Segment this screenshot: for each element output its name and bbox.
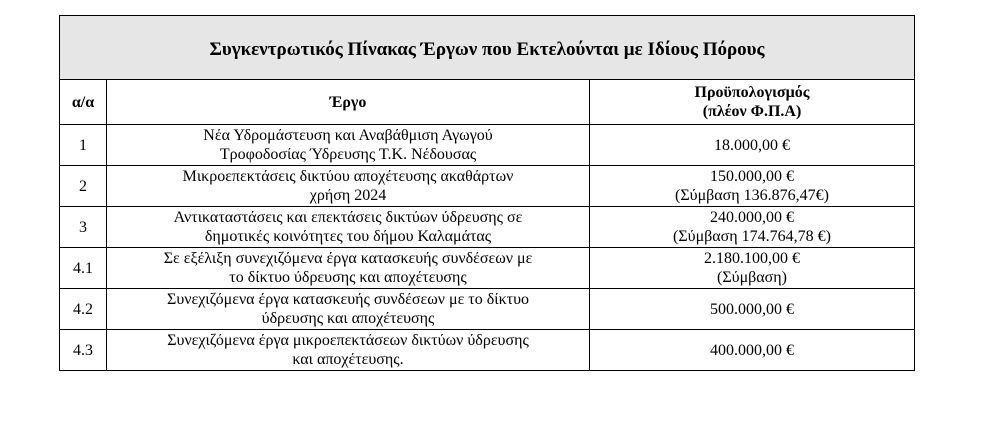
table-header-row: [60, 80, 915, 125]
row-ergo-text: Σε εξέλιξη συνεχιζόμενα έργα κατασκευής συνδέσεων με: [163, 250, 533, 267]
row-budget-text: 400.000,00 €: [710, 341, 794, 359]
header-budget-line2: (πλέον Φ.Π.Α): [702, 103, 802, 120]
row-budget-text: 150.000,00 €: [710, 168, 794, 185]
row-budget-cell: [590, 207, 915, 248]
row-ergo-text: Αντικαταστάσεις και επεκτάσεις δικτύων ύδρευσης σε: [173, 209, 523, 226]
row-budget-text: (Σύμβαση 136.876,47€): [675, 187, 829, 204]
row-ergo-cell: [107, 166, 590, 207]
row-ergo-text: ύδρευσης και αποχέτευσης: [261, 310, 435, 327]
row-budget-text: 500.000,00 €: [710, 300, 794, 318]
table-row: [60, 289, 915, 330]
row-budget-cell: [590, 125, 915, 166]
table-title-row: [60, 16, 915, 80]
table-body: [60, 125, 915, 371]
row-ergo-text: Συνεχιζόμενα έργα μικροεπεκτάσεων δικτύων ύδρευσης: [167, 332, 529, 349]
header-budget-line1: Προϋπολογισμός: [694, 84, 810, 101]
row-aa-cell: 3: [60, 207, 107, 248]
projects-table-container: [59, 15, 914, 371]
row-budget-cell: [590, 330, 915, 371]
row-budget-cell: [590, 248, 915, 289]
row-ergo-text: Μικροεπεκτάσεις δικτύου αποχέτευσης ακαθάρτων: [182, 168, 514, 185]
row-aa-cell: 4.2: [60, 289, 107, 330]
row-ergo-text: Συνεχιζόμενα έργα κατασκευής συνδέσεων με το δίκτυο: [167, 291, 529, 308]
row-ergo-text: και αποχέτευσης.: [292, 351, 404, 368]
table-row: [60, 166, 915, 207]
row-ergo-text: το δίκτυο ύδρευσης και αποχέτευσης: [229, 269, 467, 286]
row-aa-cell: 4.1: [60, 248, 107, 289]
row-budget-text: (Σύμβαση): [717, 269, 787, 286]
row-ergo-cell: [107, 330, 590, 371]
table-row: [60, 330, 915, 371]
table-row: [60, 207, 915, 248]
row-ergo-cell: [107, 289, 590, 330]
row-ergo-text: δημοτικές κοινότητες του δήμου Καλαμάτας: [204, 228, 492, 245]
row-budget-text: 18.000,00 €: [714, 136, 790, 154]
row-ergo-text: Τροφοδοσίας Ύδρευσης Τ.Κ. Νέδουσας: [219, 146, 477, 163]
table-row: [60, 248, 915, 289]
row-budget-text: 240.000,00 €: [710, 209, 794, 226]
row-budget-text: (Σύμβαση 174.764,78 €): [673, 228, 831, 245]
row-ergo-cell: [107, 248, 590, 289]
projects-summary-table: [59, 15, 915, 371]
row-budget-cell: [590, 289, 915, 330]
row-budget-text: 2.180.100,00 €: [704, 250, 800, 267]
row-budget-cell: [590, 166, 915, 207]
row-ergo-cell: [107, 125, 590, 166]
row-aa-cell: 2: [60, 166, 107, 207]
header-aa: α/α: [60, 80, 107, 125]
row-ergo-cell: [107, 207, 590, 248]
header-budget: [590, 80, 915, 125]
row-aa-cell: 1: [60, 125, 107, 166]
row-aa-cell: 4.3: [60, 330, 107, 371]
row-ergo-text: Νέα Υδρομάστευση και Αναβάθμιση Αγωγού: [203, 127, 493, 144]
table-row: [60, 125, 915, 166]
row-ergo-text: χρήση 2024: [309, 187, 387, 204]
table-title: Συγκεντρωτικός Πίνακας Έργων που Εκτελούνται με Ιδίους Πόρους: [60, 16, 915, 80]
header-ergo: Έργο: [107, 80, 590, 125]
